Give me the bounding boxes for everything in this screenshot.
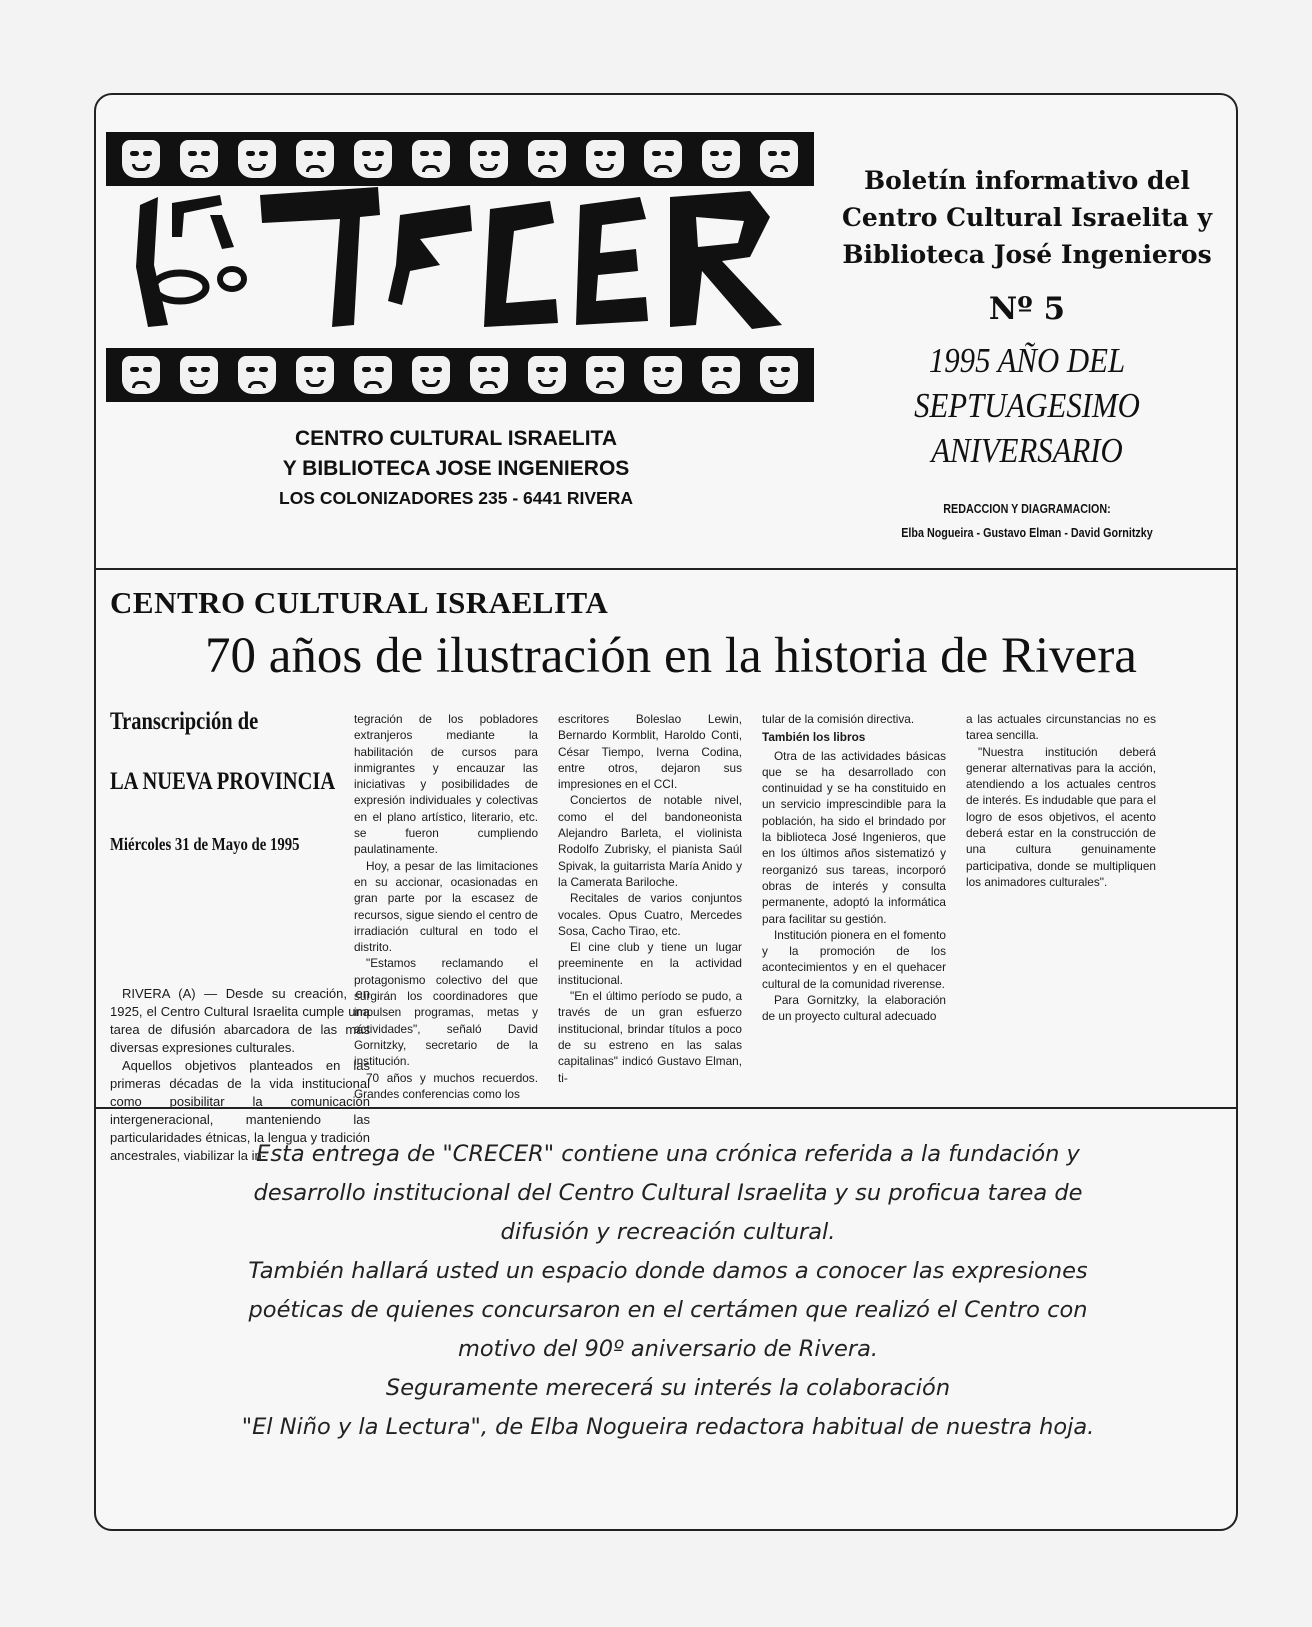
issue-summary: [116, 1135, 1220, 1447]
bulletin-frame: [94, 93, 1238, 1531]
bulletin-line2: Centro Cultural Israelita y: [842, 203, 1212, 232]
credits-names: Elba Nogueira - Gustavo Elman - David Gornitzky: [901, 526, 1153, 540]
theater-mask-icon: [586, 140, 624, 178]
subheading: También los libros: [762, 730, 866, 745]
issue-number: Nº 5: [988, 291, 1066, 327]
mask-band-bottom: [106, 348, 814, 402]
credits-title: REDACCION Y DIAGRAMACION:: [943, 502, 1111, 516]
divider-bottom: [96, 1107, 1236, 1109]
article-column-5: [966, 711, 1156, 890]
summary-line: desarrollo institucional del Centro Cultural Israelita y su proficua tarea de: [253, 1180, 1083, 1206]
paragraph: 70 años y muchos recuerdos. Grandes conferencias como los: [354, 1070, 538, 1101]
theater-mask-icon: [180, 356, 218, 394]
bulletin-line3: Biblioteca José Ingenieros: [842, 240, 1212, 269]
summary-line: "El Niño y la Lectura", de Elba Nogueira redactora habitual de nuestra hoja.: [241, 1414, 1095, 1440]
anniversary-line1: 1995 AÑO DEL: [928, 341, 1126, 380]
article-headline: 70 años de ilustración en la historia de Rivera: [205, 628, 1137, 684]
theater-mask-icon: [412, 140, 450, 178]
paragraph: "Estamos reclamando el protagonismo colectivo del que surgirán los coordinadores que impulsen programas, metas y actividades", señaló David Gornitzky, secretario de la institución.: [354, 956, 538, 1069]
paragraph: tegración de los pobladores extranjeros mediante la habilitación de cursos para inmigrantes y encauzar las iniciativas y posibilidades de expresión individuales y colectivas en el plano artístico, literario, etc. se fueron cumpliendo paulatinamente.: [354, 712, 538, 857]
summary-line: También hallará usted un espacio donde damos a conocer las expresiones: [248, 1258, 1088, 1284]
theater-mask-icon: [644, 140, 682, 178]
source-name: LA NUEVA PROVINCIA: [110, 768, 336, 795]
theater-mask-icon: [760, 356, 798, 394]
paragraph: Conciertos de notable nivel, como el del bandoneonista Alejandro Barleta, el violinista Rodolfo Zubrisky, el pianista Saúl Spivak, la guitarrista María Anido y la Camerata Bariloche.: [558, 793, 742, 889]
section-title: CENTRO CULTURAL ISRAELITA: [110, 585, 609, 620]
org-name-line1: CENTRO CULTURAL ISRAELITA: [295, 427, 617, 450]
theater-mask-icon: [296, 356, 334, 394]
paragraph: Institución pionera en el fomento y la promoción de los acontecimientos y en el quehacer cultural de la comunidad riverense.: [762, 927, 946, 991]
theater-mask-icon: [470, 140, 508, 178]
bulletin-line1: Boletín informativo del: [864, 166, 1190, 195]
summary-line: poéticas de quienes concursaron en el certámen que realizó el Centro con: [248, 1297, 1088, 1323]
article-column-4: [762, 711, 946, 1025]
paragraph: Otra de las actividades básicas que se ha desarrollado con continuidad y se ha constituido en un servicio imprescindible para la población, ha sido el brindado por la biblioteca José Ingenieros, que en los últimos años sistematizó y reorganizó sus tareas, incorporó obras de interés y consulta permanente, adoptó la informática para facilitar su gestión.: [762, 748, 946, 926]
theater-mask-icon: [122, 356, 160, 394]
theater-mask-icon: [702, 356, 740, 394]
theater-mask-icon: [354, 356, 392, 394]
paragraph: tular de la comisión directiva.: [762, 712, 915, 726]
crecer-logo: [110, 175, 810, 355]
theater-mask-icon: [528, 140, 566, 178]
paragraph: "Nuestra institución deberá generar alternativas para la acción, atendiendo a los actuales centros de interés. Es indudable que para el logro de esos objetivos, el acento deberá estar en la construcción de una cultura genuinamente participativa, donde se multipliquen los animadores culturales".: [966, 744, 1156, 889]
paragraph: "En el último período se pudo, a través de un gran esfuerzo institucional, brindar títulos a poco de su estreno en las salas capitalinas" indicó Gustavo Elman, ti-: [558, 989, 742, 1085]
theater-mask-icon: [238, 140, 276, 178]
theater-mask-icon: [760, 140, 798, 178]
divider-top: [96, 568, 1236, 570]
summary-line: Seguramente merecerá su interés la colaboración: [385, 1375, 951, 1401]
article-date: Miércoles 31 de Mayo de 1995: [110, 834, 300, 854]
paragraph: RIVERA (A) — Desde su creación, en 1925, el Centro Cultural Israelita cumple una tarea de difusión abarcadora de las más diversas expresiones culturales.: [110, 986, 370, 1055]
theater-mask-icon: [702, 140, 740, 178]
theater-mask-icon: [412, 356, 450, 394]
paragraph: Hoy, a pesar de las limitaciones en su accionar, ocasionadas en gran parte por la escasez de recursos, sigue siendo el centro de irradiación cultural en todo el distrito.: [354, 858, 538, 955]
org-address: LOS COLONIZADORES 235 - 6441 RIVERA: [279, 488, 633, 508]
paragraph: Recitales de varios conjuntos vocales. Opus Cuatro, Mercedes Sosa, Cacho Tirao, etc.: [558, 891, 742, 938]
paragraph: a las actuales circunstancias no es tarea sencilla.: [966, 712, 1156, 743]
anniversary-line3: ANIVERSARIO: [931, 431, 1123, 470]
theater-mask-icon: [586, 356, 624, 394]
transcription-label: Transcripción de: [110, 708, 259, 735]
theater-mask-icon: [296, 140, 334, 178]
summary-line: Esta entrega de "CRECER" contiene una crónica referida a la fundación y: [256, 1141, 1080, 1167]
theater-mask-icon: [644, 356, 682, 394]
article-column-3: [558, 711, 742, 1086]
theater-mask-icon: [180, 140, 218, 178]
paragraph: El cine club y tiene un lugar preeminente en la actividad institucional.: [558, 940, 742, 987]
summary-line: difusión y recreación cultural.: [500, 1219, 836, 1245]
org-name-line2: Y BIBLIOTECA JOSE INGENIEROS: [282, 457, 630, 480]
theater-mask-icon: [122, 140, 160, 178]
anniversary-line2: SEPTUAGESIMO: [914, 386, 1140, 425]
theater-mask-icon: [238, 356, 276, 394]
theater-mask-icon: [528, 356, 566, 394]
paragraph: Aquellos objetivos planteados en las primeras décadas de la vida institucional como posibilitar la comunicación intergeneracional, manteniendo las particularidades étnicas, la lengua y tradición ancestrales, viabilizar la in-: [110, 1058, 370, 1163]
summary-line: motivo del 90º aniversario de Rivera.: [457, 1336, 879, 1362]
paragraph: Para Gornitzky, la elaboración de un proyecto cultural adecuado: [762, 993, 946, 1024]
article-column-2: [354, 711, 538, 1102]
theater-mask-icon: [354, 140, 392, 178]
theater-mask-icon: [470, 356, 508, 394]
paragraph: escritores Boleslao Lewin, Bernardo Kormblit, Haroldo Conti, César Tiempo, Iverna Codina, entre otros, dejaron sus impresiones en el CCI.: [558, 712, 742, 792]
